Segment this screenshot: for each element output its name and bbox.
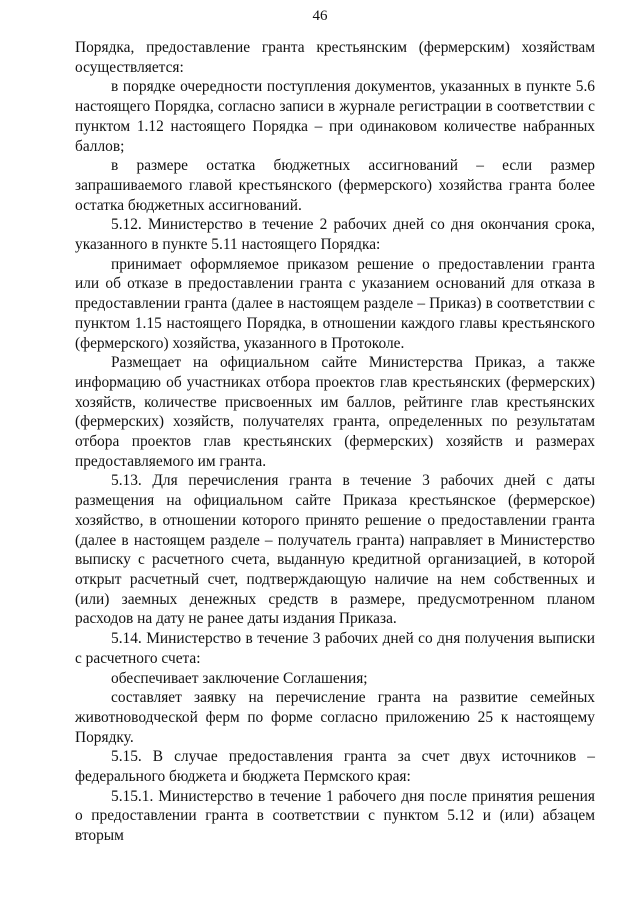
paragraph: 5.15.1. Министерство в течение 1 рабочего дня после принятия решения о предоставлении гранта в соответствии с пунктом 5.12 и (или) абзацем вторым [75,787,595,845]
paragraph: в размере остатка бюджетных ассигнований – если размер запрашиваемого главой крестьянского (фермерского) хозяйства гранта более остатка бюджетных ассигнований. [75,157,595,214]
paragraph: 5.14. Министерство в течение 3 рабочих дней со дня получения выписки с расчетного счета: [75,630,595,667]
document-body [75,38,595,846]
paragraph: составляет заявку на перечисление гранта на развитие семейных животноводческой ферм по форме согласно приложению 25 к настоящему Порядку. [75,689,595,746]
paragraph: в порядке очередности поступления документов, указанных в пункте 5.6 настоящего Порядка, согласно записи в журнале регистрации в соответствии с пунктом 1.12 настоящего Порядка – при одинаковом количестве набранных баллов; [75,78,595,155]
paragraph: обеспечивает заключение Соглашения; [111,669,368,687]
paragraph: принимает оформляемое приказом решение о предоставлении гранта или об отказе в предоставлении гранта с указанием оснований для отказа в предоставлении гранта (далее в настоящем разделе – Приказ) в соответствии с пунктом 1.15 настоящего Порядка, в отношении каждого главы крестьянского (фермерского) хозяйства, указанного в Протоколе. [75,255,595,352]
paragraph: 5.13. Для перечисления гранта в течение 3 рабочих дней с даты размещения на официальном сайте Приказа крестьянское (фермерское) хозяйство, в отношении которого принято решение о предоставлении гранта (далее в настоящем разделе – получатель гранта) направляет в Министерство выписку с расчетного счета, выданную кредитной организацией, в которой открыт расчетный счет, подтверждающую наличие на нем собственных и (или) заемных денежных средств в размере, предусмотренном планом расходов на дату не ранее даты издания Приказа. [75,472,595,628]
page-number: 46 [312,8,328,24]
paragraph: Порядка, предоставление гранта крестьянским (фермерским) хозяйствам осуществляется: [75,39,595,76]
paragraph: 5.12. Министерство в течение 2 рабочих дней со дня окончания срока, указанного в пункте 5.11 настоящего Порядка: [75,216,595,254]
paragraph: Размещает на официальном сайте Министерства Приказ, а также информацию об участниках отбора проектов глав крестьянских (фермерских) хозяйств, количестве присвоенных им баллов, рейтинге глав крестьянских (фермерских) хозяйств, получателях гранта, определенных по результатам отбора проектов глав крестьянских (фермерских) хозяйств и размерах предоставляемого им гранта. [75,354,595,470]
paragraph: 5.15. В случае предоставления гранта за счет двух источников – федерального бюджета и бюджета Пермского края: [75,748,595,786]
